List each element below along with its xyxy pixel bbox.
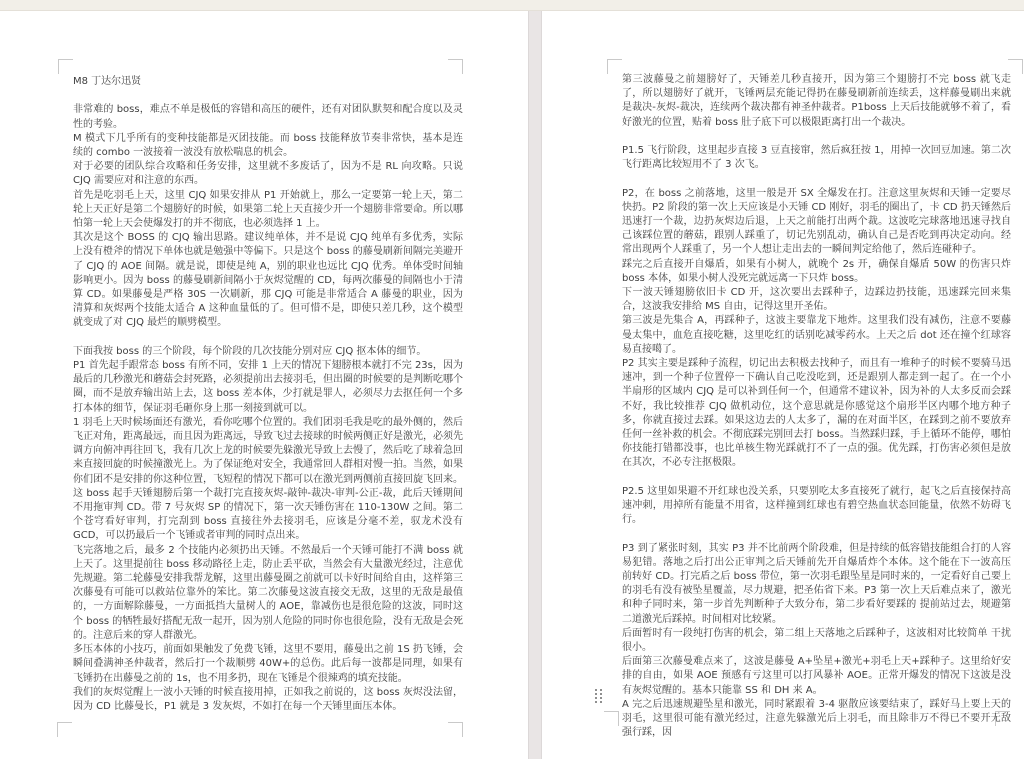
- margin-corner-mark: [58, 59, 73, 74]
- paragraph[interactable]: 多压本体的小技巧，前面如果触发了免费飞锤，这里不要用，藤曼出之前 1S 扔飞锤，会瞬间叠满神圣仲裁者，然后打一个裁顺劈 40W+的总伤。此后每一波都是同理，如果有飞锤扔在出藤曼之前的 1s，也不用多扔，现在飞锤是个很辣鸡的填充技能。: [73, 644, 463, 684]
- app-chrome-edge: [0, 0, 1024, 11]
- paragraph[interactable]: 1 羽毛上天时候场面还有激光，看你吃哪个位置的。我们团羽毛我是吃的最外侧的，然后飞正对角，距离最远，而且因为距离远，导致飞过去接球的时候两侧正好是激光，必须先调方向俯冲再往回飞，我有几次上龙的时候要先躲激光导致上去慢了，然后吃了球着急回来直接回旋的时候撞激光上。为了保证绝对安全，我通常回人群相对慢一拍。当然，如果你们团不是安排的你这种位置，飞短程的情况下都可以在激光到两侧前直接回旋飞回来。: [73, 416, 463, 485]
- blank-line[interactable]: [73, 89, 463, 103]
- paragraph[interactable]: P2，在 boss 之前落地，这里一般是开 SX 全爆发在打。注意这里灰烬和天锤一定要尽快扔。P2 阶段的第一次上天应该是小天锤 CD 刚好，羽毛的圈出了，卡 CD 扔天锤然后迅速打一个裁，边扔灰烬边后退，上天之前能打出两个裁。这波吃完球落地迅速寻找自己该踩位置的蘑菇，跟别人踩重了，切记先别乱动，确认自己是否吃到再决定动向。经常出现两个人踩重了，另一个人想让走出去的一瞬间判定给他了，然后连碰种子。: [622, 187, 1011, 256]
- paragraph[interactable]: 后面暂时有一段纯打伤害的机会，第二组上天落地之后踩种子，这波相对比较简单 干扰很小。: [622, 627, 1011, 654]
- paragraph[interactable]: P3 到了紧张时刻，其实 P3 并不比前两个阶段难，但是持续的低容错技能组合打的人容易犯错。落地之后打出公正审判之后天锤前先开自爆盾炸个本体。这个能在下一波高压前转好 CD。打完盾之后 boss 带位，第一次羽毛跟坠星是同时来的，一定看好自己要上的羽毛有没有被坠星覆盖，尽力规避，把圣佑省下来。P3 第一次上天后难点来了，激光和种子同时来，第一步首先判断种子大致分布，第二步看好要踩的 提前站过去，规避第二道激光后踩掉。时间相对比较紧。: [622, 542, 1011, 625]
- paragraph[interactable]: A 完之后迅速规避坠星和激光，同时紧跟着 3-4 驱散应该要结束了，踩好马上要上天的羽毛，这里很可能有激光经过，注意先躲激光后上羽毛，而且除非万不得已不要开无敌强行踩，因: [622, 698, 1011, 739]
- paragraph[interactable]: P1.5 飞行阶段，这里起步直接 3 豆直接窜，然后疯狂按 1，用掉一次回豆加速。第二次飞行距离比较短用不了 3 次飞。: [622, 145, 1011, 171]
- document-text-area-right[interactable]: [622, 73, 1011, 740]
- blank-line[interactable]: [622, 527, 1011, 541]
- paragraph[interactable]: 对于必要的团队综合攻略和任务安排，这里就不多废话了，因为不是 RL 向攻略。只说 CJQ 需要应对和注意的东西。: [73, 161, 463, 187]
- paragraph-drag-handle-icon[interactable]: [595, 689, 597, 691]
- margin-corner-mark: [607, 59, 622, 74]
- document-text-area-left[interactable]: [73, 75, 463, 714]
- margin-corner-mark: [448, 722, 463, 737]
- paragraph[interactable]: M 模式下几乎所有的变种技能都是灭团技能。而 boss 技能释放节奏非常快，基本是连续的 combo 一波接着一波没有放松喘息的机会。: [73, 132, 463, 158]
- paragraph[interactable]: 后面第三次藤曼难点来了，这波是藤曼 A+坠星+激光+羽毛上天+踩种子。这里给好安排的自由，如果 AOE 预感有亏这里可以打风暴补 AOE。正常开爆发的情况下这波是没有灰烬觉醒的。基本只能靠 SS 和 DH 来 A。: [622, 656, 1011, 696]
- blank-line[interactable]: [73, 331, 463, 345]
- blank-line[interactable]: [622, 172, 1011, 186]
- margin-corner-mark: [604, 711, 619, 726]
- paragraph[interactable]: P1 首先起手跟常态 boss 有所不同，安排 1 上天的情况下翅膀根本就打不完 23s，因为最后的几秒激光和蘑菇会封死路，必须提前出去接羽毛，但出圈的时候要的是判断吃哪个圈，而不是放弃输出站上去，这 boss 差本体，少打就是罪人，必须尽力去抠任何一个多打本体的细节，保证羽毛砸你身上那一刻接到就可以。: [73, 360, 463, 414]
- paragraph[interactable]: 下面我按 boss 的三个阶段，每个阶段的几次技能分别对应 CJQ 抠本体的细节。: [73, 345, 427, 357]
- paragraph[interactable]: 第三波是先集合 A，再踩种子，这波主要靠龙下地炸。这里我们没有减伤，注意不要藤曼太集中，血危直接吃糖，这里吃红的话别吃减零药水。上天之后 dot 还在撞个红球容易直接噶了。: [622, 315, 1011, 355]
- paragraph[interactable]: 这 boss 起手天锤翅膀后第一个裁打完直接灰烬-敲钟-裁决-审判-公正-裁，此后天锤期间不用拖审判 CD。带 7 号灰烬 SP 的情况下，第一次天锤伤害在 110-130W 之间。第二个苍穹看好审判，打完刮到 boss 直接往外去接羽毛，应该是分毫不差，驭龙术没有 GCD，可以扔最后一个飞锤或者审判的同时点出来。: [73, 487, 463, 542]
- paragraph[interactable]: M8 丁达尔迅贤: [73, 76, 142, 87]
- paragraph[interactable]: 飞完落地之后，最多 2 个技能内必须扔出天锤。不然最后一个天锤可能打不满 boss 就上天了。这里提前往 boss 移动路径上走，防止丢平砍，当然会有大量激光经过，注意优先规避。第二轮藤曼安排我帮龙解，这里出藤曼圈之前就可以卡好时间给自由，这样第三次藤曼有可能可以救站位靠外的笨比。第二次藤曼这波直接交无敌，这里的无敌是最值的，一方面解除藤曼，一方面抵挡大量树人的 AOE，靠减伤也是很危险的这波，同时这个 boss 的牺牲最好搭配无敌一起开，因为别人危险的同时你也很危险，没有无敌是会死的。注意后来的穿人群激光。: [73, 544, 463, 641]
- paragraph[interactable]: 首先是吃羽毛上天，这里 CJQ 如果安排从 P1 开始就上，那么一定要第一轮上天，第二轮上天正好是第二个翅膀好的时候，如果第二轮上天直接少开一个翅膀非常要命。所以哪怕第一轮上天会使爆发打的并不彻底，也必须选择 1 上。: [73, 189, 463, 230]
- paragraph[interactable]: 我们的灰烬觉醒上一波小天锤的时候直接用掉，正如我之前说的，这 boss 灰烬没法留，因为 CD 比藤曼长，P1 就是 3 发灰烬，不如打在每一个天锤里面压本体。: [73, 686, 463, 712]
- page-gap: [528, 11, 542, 759]
- paragraph[interactable]: 踩完之后直接开自爆盾，如果有小树人，就晚个 2s 开，确保自爆盾 50W 的伤害只炸 boss 本体，如果小树人没死完就远离一下只炸 boss。: [622, 258, 1011, 284]
- paragraph[interactable]: 第三波藤曼之前翅膀好了，天锤差几秒直接开，因为第三个翅膀打不完 boss 就飞走了，所以翅膀好了就开，飞锤两层充能记得扔在藤曼刷新前连续丢，这样藤曼刷出来就是裁决-灰烬-裁决，连续两个裁决都有神圣仲裁者。P1boss 上天后技能就够不着了，看好激光的位置，贴着 boss 肚子底下可以极限距离打出一个裁决。: [622, 74, 1011, 128]
- paragraph[interactable]: 非常难的 boss，难点不单是极低的容错和高压的硬件，还有对团队默契和配合度以及灵性的考验。: [73, 104, 463, 130]
- blank-line[interactable]: [622, 471, 1011, 485]
- paragraph[interactable]: P2.5 这里如果避不开红球也没关系，只要别吃太多直接死了就行，起飞之后直接保持高速冲刺，用掉所有能量不用省，这样撞到红球也有碧空热血状态回能量，依然不妨碍飞行。: [622, 485, 1011, 526]
- margin-corner-mark: [448, 59, 463, 74]
- margin-corner-mark: [1008, 59, 1023, 74]
- paragraph[interactable]: P2 其实主要是踩种子流程，切记出去积极去找种子，而且有一堆种子的时候不要骑马迅速冲，到一个种子位置停一下确认自己吃没吃到，还是跟别人都走到一起了。在一个小半扇形的区域内 CJQ 是可以补到任何一个，但通常不建议补，因为补的人太多反而会踩不好，我比较推荐 CJQ 做机动位，这个意思就是你感觉这个扇形半区内哪个地方种子多，你就直接过去踩。如果这边去的人太多了，漏的在对面半区，在踩到之前不要放弃任何一丝补救的机会。不彻底踩完别回去打 boss。当然踩归踩，手上循环不能停，哪怕你技能打错都没事，也比单核生物光踩就打不了一点的强。优先踩，打伤害必须但是放在其次，不必专注抠极限。: [622, 358, 1011, 469]
- margin-corner-mark: [57, 722, 72, 737]
- paragraph[interactable]: 其次是这个 BOSS 的 CJQ 输出思路。建议纯单体，并不是说 CJQ 纯单有多优秀，实际上没有橙斧的情况下单体也就是勉强中等偏下。只是这个 boss 的藤曼刷新间隔完美避开了 CJQ 的 AOE 间隔。就是说，即使是纯 A，别的职业也远比 CJQ 优秀。单体受时间轴影响更小。因为 boss 的藤曼刷新间隔小于灰烬觉醒的 CD，每两次藤曼的间隔也小于清算 CD。如果藤曼是严格 30S 一次刷新，那 CJQ 可能是非常适合 A 藤曼的职业，因为清算和灰烬两个技能太适合 A 这种血量低的了。但可惜不是，即使只差几秒，这个模型就变成了对 CJQ 最烂的顺劈模型。: [73, 232, 463, 329]
- paragraph[interactable]: 下一波天锤翅膀依旧卡 CD 开，这次要出去踩种子，边踩边扔技能，迅速踩完回来集合，这波我安排给 MS 自由，记得这里开圣佑。: [622, 287, 1011, 313]
- blank-line[interactable]: [622, 130, 1011, 144]
